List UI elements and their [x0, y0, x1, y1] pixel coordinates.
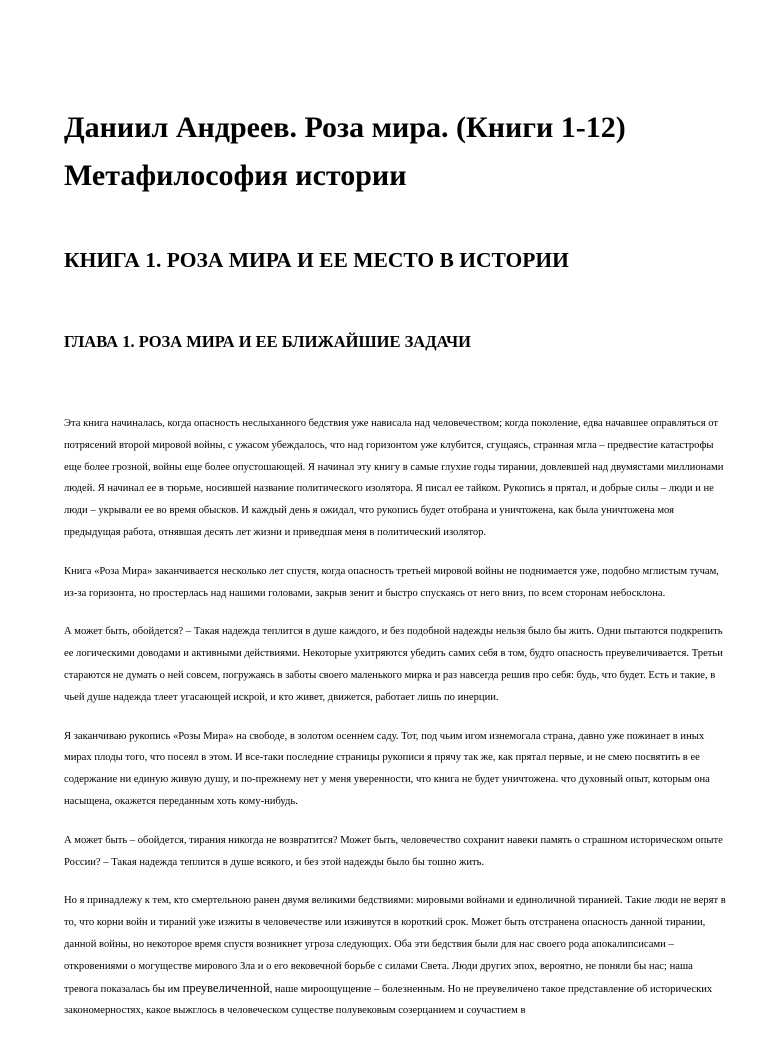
paragraph-3: А может быть, обойдется? – Такая надежда теплится в душе каждого, и без подобной надежды нельзя было бы жить. Одни пытаются подкрепить ее логическими доводами и активными действиями. Некоторые ухитряются убедить самих себя в том, будто опасность преувеличивается. Третьи стараются не думать о ней совсем, погружаясь в заботы своего маленького мирка и раз навсегда решив про себя: будь, что будет. Есть и такие, в чьей душе надежда тлеет угасающей искрой, и кто живет, движется, работает лишь по инерции.	[64, 626, 723, 703]
document-title	[64, 104, 626, 200]
paragraph-6-part-1: Но я принадлежу к тем, кто смертельною ранен двумя великими бедствиями: мировыми войнами и единоличной тиранией. Такие люди не верят в то, что корни войн и тираний уже изжиты в человечестве или изживутся в короткий срок. Может быть отстранена опасность данной тирании, данной войны, но некоторое время спустя возникнет угроза следующих. Оба эти бедствия были для нас своего рода апокалипсисами – откровениями о могуществе мирового Зла и о его вековечной борьбе с силами Света. Люди других эпох, вероятно, не поняли бы нас; наша тревога показалась бы им	[64, 895, 726, 995]
paragraph-2: Книга «Роза Мира» заканчивается несколько лет спустя, когда опасность третьей мировой войны не поднимается уже, подобно мглистым тучам, из-за горизонта, но простерлась над нашими головами, закрыв зенит и быстро спускаясь от него вниз, по всем сторонам небосклона.	[64, 565, 719, 599]
paragraph-6-part-2: , наше мироощущение – болезненным. Но не преувеличено такое представление об исторических закономерностях, какое выжглось в человеческом существе полувековым созерцанием и соучастием в	[64, 983, 713, 1017]
paragraph-5: А может быть – обойдется, тирания никогда не возвратится? Может быть, человечество сохранит навеки память о страшном историческом опыте России? – Такая надежда теплится в душе всякого, и без этой надежды было бы тошно жить.	[64, 834, 723, 868]
paragraph-6-emphasis: преувеличенной	[182, 980, 270, 995]
paragraph-6	[64, 890, 726, 1022]
title-line-2: Метафилософия истории	[64, 159, 407, 192]
chapter-heading: ГЛАВА 1. РОЗА МИРА И ЕЕ БЛИЖАЙШИЕ ЗАДАЧИ	[64, 332, 471, 351]
paragraph-4: Я заканчиваю рукопись «Розы Мира» на свободе, в золотом осеннем саду. Тот, под чьим игом изнемогала страна, давно уже пожинает в иных мирах плоды того, что посеял в этом. И все-таки последние страницы рукописи я прячу так же, как прятал первые, и не смею посвятить в ее содержание ни единую живую душу, и по-прежнему нет у меня уверенности, что книга не будет уничтожена. что духовный опыт, которым она насыщена, окажется переданным хоть кому-нибудь.	[64, 730, 710, 807]
title-line-1: Даниил Андреев. Роза мира. (Книги 1-12)	[64, 111, 626, 144]
body-text	[64, 413, 726, 1039]
book-heading: КНИГА 1. РОЗА МИРА И ЕЕ МЕСТО В ИСТОРИИ	[64, 248, 569, 272]
paragraph-1: Эта книга начиналась, когда опасность неслыханного бедствия уже нависала над человечеством; когда поколение, едва начавшее оправляться от потрясений второй мировой войны, с ужасом убеждалось, что над горизонтом уже клубится, сгущаясь, странная мгла – предвестие катастрофы еще более грозной, войны еще более опустошающей. Я начинал эту книгу в самые глухие годы тирании, довлевшей над двумястами миллионами людей. Я начинал ее в тюрьме, носившей название политического изолятора. Я писал ее тайком. Рукопись я прятал, и добрые силы – люди и не люди – укрывали ее во время обысков. И каждый день я ожидал, что рукопись будет отобрана и уничтожена, как была уничтожена моя предыдущая работа, отнявшая десять лет жизни и приведшая меня в политический изолятор.	[64, 418, 724, 538]
